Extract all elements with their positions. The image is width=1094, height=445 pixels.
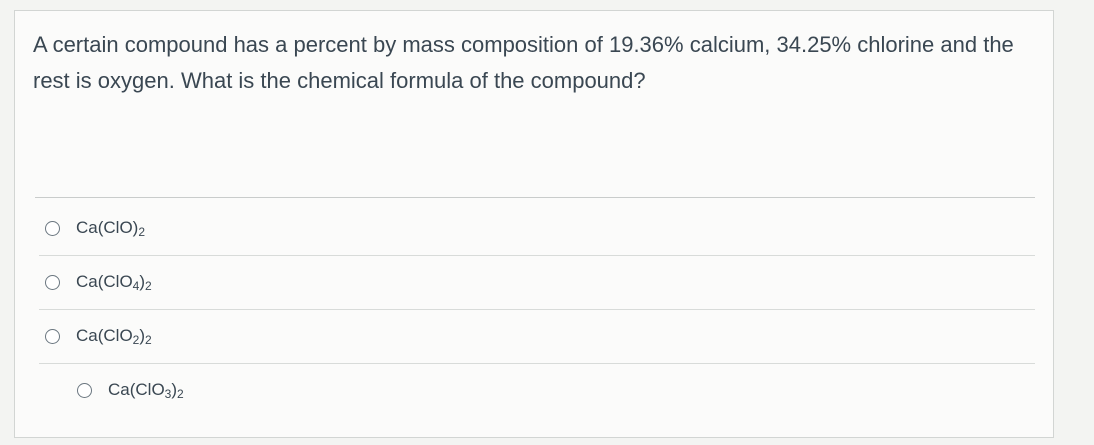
radio-button-icon[interactable] bbox=[45, 275, 60, 290]
question-text: A certain compound has a percent by mass composition of 19.36% calcium, 34.25% chlorine and the rest is oxygen. What is the chemical formula of the compound? bbox=[33, 32, 1014, 93]
answer-label: $Ca(ClO_2)_2$ bbox=[76, 325, 152, 347]
answer-option-4[interactable] bbox=[39, 363, 1035, 417]
answer-option-3[interactable] bbox=[39, 309, 1035, 364]
divider bbox=[35, 197, 1035, 198]
radio-button-icon[interactable] bbox=[45, 329, 60, 344]
answer-label: $Ca(ClO_3)_2$ bbox=[108, 379, 184, 401]
radio-button-icon[interactable] bbox=[45, 221, 60, 236]
answer-option-2[interactable] bbox=[39, 255, 1035, 310]
answer-option-1[interactable] bbox=[39, 201, 1035, 256]
answer-label: $Ca(ClO_4)_2$ bbox=[76, 271, 152, 293]
question-card bbox=[14, 10, 1054, 438]
answer-label: $Ca(ClO)_2$ bbox=[76, 217, 146, 239]
radio-button-icon[interactable] bbox=[77, 383, 92, 398]
